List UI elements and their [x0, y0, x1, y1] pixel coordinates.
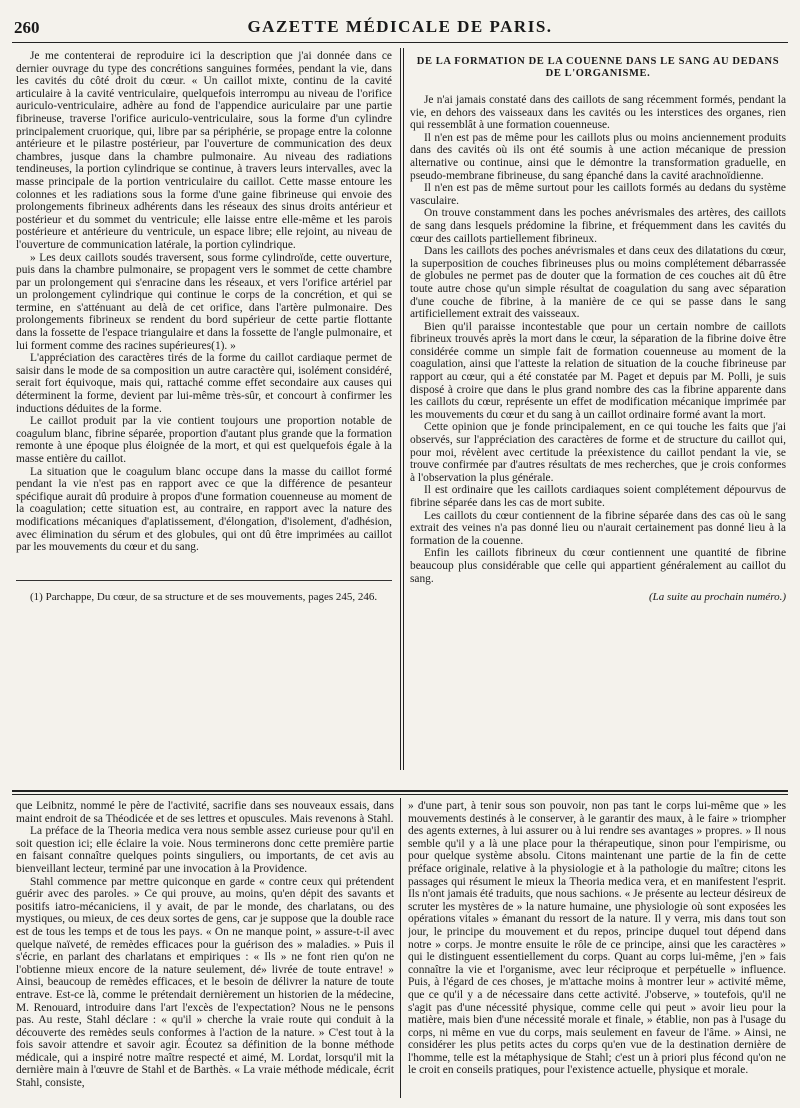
paragraph: que Leibnitz, nommé le père de l'activité, sacrifie dans ses nouveaux essais, dans maint endroit de sa Théodicée et de ses lettres et opuscules. Mais revenons à Stahl. — [16, 800, 394, 825]
paragraph: Les caillots du cœur contiennent de la fibrine séparée dans des cas où le sang extrait des veines n'a pas donné lieu ou n'aurait certainement pas donné lieu à la formation de la couenne. — [410, 509, 786, 547]
paragraph: Il n'en est pas de même surtout pour les caillots formés au dedans du système vasculaire. — [410, 182, 786, 207]
paragraph: La situation que le coagulum blanc occupe dans la masse du caillot formé pendant la vie n'est pas en rapport avec ce que la différence de pesanteur spécifique aurait dû produire à propos d'une formation couenneuse au moment de la coagulation; cette situation est, au contraire, en rapport avec la nature des modifications mécaniques d'aplatissement, d'élongation, d'isolement, d'adhésion, avec élimination du sérum et des globules, qui ont dû être imprimées au caillot par les mouvements du cœur et du sang. — [16, 465, 392, 554]
paragraph: Dans les caillots des poches anévrismales et dans ceux des dilatations du cœur, la superposition de couches fibrineuses plus ou moins complétement débarrassée de globules ne permet pas de douter que la formation de ces couches ait dû être toute autre chose qu'un simple résultat de coagulation du sang avec séparation d'une couche de fibrine, à la manière de ce qui se passe dans le sang artificiellement extrait des vaisseaux. — [410, 245, 786, 321]
paragraph: » d'une part, à tenir sous son pouvoir, non pas tant le corps lui-même que » les mouvements destinés à le conserver, à le garantir des maux, à le faire » triompher des agents externes, à lui assurer ou à lui rendre ses avantages » propres. » Il nous semble qu'il y a là une place pour la thérapeutique, sinon pour l'empirisme, ou pour quelque système absolu. Citons maintenant une partie de la fin de cette préface originale, relative à la physiologie et à la pathologie du maître; citons les passages qui résument le mieux la Theoria medica vera, et en manifestent l'esprit. Ils n'ont jamais été traduits, que nous sachions. « Je présente au lecteur désireux de scruter les mystères de » la nature humaine, une physiologie où sont exposées les opérations vitales » émanant du ressort de la nature. Il y verra, mis dans tout son jour, le principe du mouvement et du repos, principe duquel tout dépend dans notre » corps. Je montre ensuite le rôle de ce principe, ainsi que les caractères » qui le distinguent essentiellement du corps. Quant au corps lui-même, j'en » fais connaître la vie et l'organisme, avec leur réciproque et perpétuelle » influence. Puis, à l'égard de ces choses, je m'attache moins à montrer leur » activité même, que ce qu'il y a de nécessaire dans cette activité. J'observe, » toutefois, qu'il ne s'agit pas d'une nécessité physique, comme celle qui peut » avoir lieu pour la matière, mais bien d'une nécessité morale et finale, » établie, non pas à l'usage du corps, ni même en vue du corps, mais seulement en faveur de l'âme. » Ainsi, ne considérer les plus petits actes du corps qu'en vue de la destination dernière de l'homme, telle est la métaphysique de Stahl; c'est un à priori plus fécond qu'on ne le croit en conseils pratiques, pour l'existence actuelle, physique et morale. — [408, 800, 786, 1077]
section-divider — [12, 790, 788, 792]
column-divider — [400, 48, 401, 770]
right-column — [410, 56, 786, 770]
paragraph: Je me contenterai de reproduire ici la description que j'ai donnée dans ce dernier ouvrage du type des concrétions sanguines formées, pendant la vie, dans les cavités du côté droit du cœur. « Un caillot mixte, continu de la cavité articulaire à la cavité ventriculaire, quelquefois interrompu au niveau de l'orifice auriculo-ventriculaire, adhère au fond de l'appendice auriculaire par une partie fibrineuse, traverse l'orifice auriculo-ventriculaire, sous la forme d'un cylindre principalement cruorique, qui, libre par sa périphérie, se propage entre la colonne antérieure et le pilastre postérieur, par l'ouverture de communication des deux chambres, jusque dans la chambre pulmonaire. Au niveau des radiations tendineuses, la portion cylindrique se continue, à travers leurs intervalles, avec la masse principale de la portion ventriculaire du caillot. Cette masse entoure les colonnes et les radiations sous la forme d'une gaine fibrineuse qui envoie des prolongements fibrineux adhérents dans les réseaux des sinus droits antérieur et postérieur et du sommet du ventricule; elle laisse entre elle-même et les parois postérieure et antérieure du ventricule, un espace libre; elle rejoint, au niveau de l'ouverture de communication latérale, la portion cylindrique. — [16, 50, 392, 251]
paragraph: Je n'ai jamais constaté dans des caillots de sang récemment formés, pendant la vie, en dehors des vaisseaux dans les cavités ou les interstices des organes, rien qui ressemblât à une formation couenneuse. — [410, 94, 786, 132]
section-divider — [12, 794, 788, 795]
page-header — [12, 14, 788, 43]
paragraph: Il n'en est pas de même pour les caillots plus ou moins anciennement produits dans des cavités où ils ont été soumis à une action mécanique de pression alternative ou continue, ainsi que le démontre la transformation graduelle, en pseudo-membrane fibrineuse, du sang épanché dans la cavité arachnoïdienne. — [410, 131, 786, 182]
paragraph: » Les deux caillots soudés traversent, sous forme cylindroïde, cette ouverture, puis dans la chambre pulmonaire, se propagent vers le sommet de cette chambre par un prolongement qui s'enracine dans les réseaux, et vers l'orifice artériel par un prolongement cylindrique qui continue le corps de la concrétion, et qui se termine, en s'atténuant au delà de cet orifice, dans l'artère pulmonaire. Des prolongements fibrineux se rendent du bord supérieur de cette partie flottante dans la fossette de l'espace triangulaire et dans la fossette de l'angle pulmonaire, et lui forment comme des racines supérieures(1). » — [16, 251, 392, 352]
paragraph: Bien qu'il paraisse incontestable que pour un certain nombre de caillots fibrineux trouvés après la mort dans le cœur, la séparation de la fibrine doive être considérée comme un simple fait de formation couenneuse au moment de la coagulation, ainsi que l'atteste la relation de situation de la couche fibrineuse par rapport au cœur, qui a été constatée par M. Paget et depuis par M. Polli, je suis disposé à croire que dans le plus grand nombre des cas la fibrine apparente dans les caillots du cœur, représente un effet de modification mécanique imprimée par les mouvements du cœur et du sang à un caillot ordinaire formé avant la mort. — [410, 320, 786, 421]
paragraph: La préface de la Theoria medica vera nous semble assez curieuse pour qu'il en soit question ici; elle éclaire la voie. Nous terminerons donc cette première partie en faisant connaître quelques points singuliers, ou importants, de cet avis au bienveillant lecteur, terminé par une invocation à la Providence. — [16, 825, 394, 875]
left-column — [16, 50, 392, 770]
column-divider — [403, 48, 404, 770]
continued-note: (La suite au prochain numéro.) — [649, 591, 786, 604]
paragraph: Stahl commence par mettre quiconque en garde « contre ceux qui prétendent guérir avec des paroles. » Ce qui prouve, au moins, qu'en dépit des savants et positifs iatro-mécaniciens, il y avait, de par le monde, des charlatans, ou des mystiques, ou mieux, de ces deux sortes de gens, car je suppose que la double race est de tous les temps et de tous les pays. « On ne manque point, » assure-t-il avec quelque naïveté, de remèdes efficaces pour la guérison des » maladies. » Puis il s'écrie, en parlant des charlatans et empiriques : « Ils » ne font rien qu'on ne l'obtienne mieux encore de la nature seulement, dé» livrée de toute entrave! » Ainsi, beaucoup de remèdes efficaces, et le besoin de délivrer la nature de toute entrave. Est-ce là, comme le prétendait dernièrement un historien de la médecine, M. Renouard, introduire dans l'art l'excès de l'expectation? Nous ne le pensons pas. Au reste, Stahl déclare : « qu'il » cherche la vraie route qui conduit à la découverte des remèdes seuls conformes à l'action de la nature. » C'est tout à la fois savoir attendre et savoir agir. Écoutez sa définition de la bonne méthode médicale, qui a inspiré notre maître respecté et aimé, M. Lordat, lorsqu'il mit la dernière main à l'œuvre de Stahl et de Barthès. « La vraie méthode médicale, écrit Stahl, consiste, — [16, 875, 394, 1090]
running-title: GAZETTE MÉDICALE DE PARIS. — [247, 17, 553, 36]
footnote: (1) Parchappe, Du cœur, de sa structure et de ses mouvements, pages 245, 246. — [30, 590, 378, 603]
column-divider — [400, 798, 401, 1098]
footnote-rule — [16, 580, 392, 581]
section-title: DE LA FORMATION DE LA COUENNE DANS LE SANG AU DEDANS DE L'ORGANISME. — [416, 56, 780, 79]
lower-right-column — [408, 800, 786, 1100]
paragraph: Le caillot produit par la vie contient toujours une proportion notable de coagulum blanc, fibrine séparée, proportion d'autant plus grande que la formation remonte à une époque plus éloignée de la mort, et qui est quelquefois égale à la masse entière du caillot. — [16, 415, 392, 465]
paragraph: Enfin les caillots fibrineux du cœur contiennent une quantité de fibrine beaucoup plus considérable que celle qui appartient généralement au caillot du sang. — [410, 547, 786, 585]
lower-left-column — [16, 800, 394, 1100]
page-number: 260 — [14, 18, 40, 37]
paragraph: Il est ordinaire que les caillots cardiaques soient complétement dépourvus de fibrine séparée dans les cas de mort subite. — [410, 484, 786, 509]
paragraph: L'appréciation des caractères tirés de la forme du caillot cardiaque permet de saisir dans le mode de sa composition un autre caractère qui, isolément considéré, serait fort équivoque, mais qui, rattaché comme effet secondaire aux causes qui déterminent la forme, devient par lui-même très-sûr, et concourt à confirmer les inductions déduites de la forme. — [16, 352, 392, 415]
paragraph: Cette opinion que je fonde principalement, en ce qui touche les faits que j'ai observés, sur l'appréciation des caractères de forme et de structure du caillot qui, pour moi, révèlent avec certitude la préexistence du caillot pendant la vie, se trouve confirmée par d'autres résultats de mes recherches, que je crois conformes à l'observation la plus générale. — [410, 421, 786, 484]
paragraph: On trouve constamment dans les poches anévrismales des artères, des caillots de sang dans lesquels prédomine la fibrine, et fréquemment dans les cavités du cœur des caillots partiellement fibrineux. — [410, 207, 786, 245]
